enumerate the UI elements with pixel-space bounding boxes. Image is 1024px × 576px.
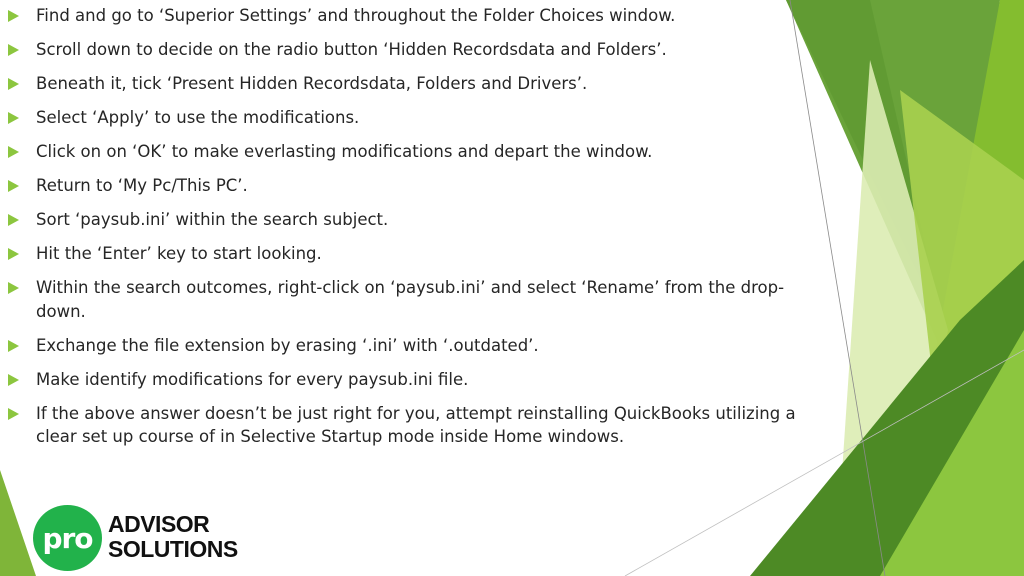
bullet-text: Exchange the file extension by erasing ‘.ini’ with ‘.outdated’. xyxy=(36,335,539,355)
bullet-list xyxy=(8,4,798,459)
logo-circle-mark: pro xyxy=(33,505,102,571)
triangle-bullet-icon xyxy=(8,78,19,90)
triangle-bullet-icon xyxy=(8,340,19,352)
left-edge-green-sliver xyxy=(0,470,36,576)
company-logo xyxy=(33,505,273,571)
triangle-bullet-icon xyxy=(8,282,19,294)
bullet-text: Make identify modifications for every paysub.ini file. xyxy=(36,369,469,389)
bullet-text: Return to ‘My Pc/This PC’. xyxy=(36,176,248,195)
bullet-item xyxy=(8,38,798,62)
bullet-item xyxy=(8,140,798,164)
bullet-item xyxy=(8,174,798,198)
bullet-item xyxy=(8,4,798,28)
bullet-item xyxy=(8,72,798,96)
bullet-item xyxy=(8,368,798,392)
bullet-text: Click on on ‘OK’ to make everlasting modifications and depart the window. xyxy=(36,142,653,161)
bullet-text: Find and go to ‘Superior Settings’ and throughout the Folder Choices window. xyxy=(36,6,676,25)
triangle-bullet-icon xyxy=(8,146,19,158)
triangle-bullet-icon xyxy=(8,180,19,192)
triangle-bullet-icon xyxy=(8,374,19,386)
bullet-item xyxy=(8,402,798,449)
bullet-item xyxy=(8,106,798,130)
logo-wordmark xyxy=(108,512,238,562)
logo-line-1: ADVISOR xyxy=(108,511,210,537)
bullet-item xyxy=(8,242,798,266)
bullet-item xyxy=(8,208,798,232)
triangle-bullet-icon xyxy=(8,44,19,56)
bullet-text: Scroll down to decide on the radio button ‘Hidden Recordsdata and Folders’. xyxy=(36,40,667,59)
bullet-item xyxy=(8,276,798,323)
triangle-bullet-icon xyxy=(8,214,19,226)
bullet-item xyxy=(8,334,798,358)
triangle-bullet-icon xyxy=(8,112,19,124)
bullet-text: Hit the ‘Enter’ key to start looking. xyxy=(36,244,322,263)
bullet-text: Sort ‘paysub.ini’ within the search subject. xyxy=(36,210,389,229)
logo-line-2: SOLUTIONS xyxy=(108,536,238,562)
bullet-text: Select ‘Apply’ to use the modifications. xyxy=(36,108,360,127)
bullet-text: Within the search outcomes, right-click on ‘paysub.ini’ and select ‘Rename’ from the drop-down. xyxy=(36,278,785,321)
triangle-bullet-icon xyxy=(8,10,19,22)
bullet-text: If the above answer doesn’t be just right for you, attempt reinstalling QuickBooks utilizing a clear set up course of in Selective Startup mode inside Home windows. xyxy=(36,403,796,446)
triangle-bullet-icon xyxy=(8,408,19,420)
triangle-bullet-icon xyxy=(8,248,19,260)
bullet-text: Beneath it, tick ‘Present Hidden Recordsdata, Folders and Drivers’. xyxy=(36,74,588,93)
